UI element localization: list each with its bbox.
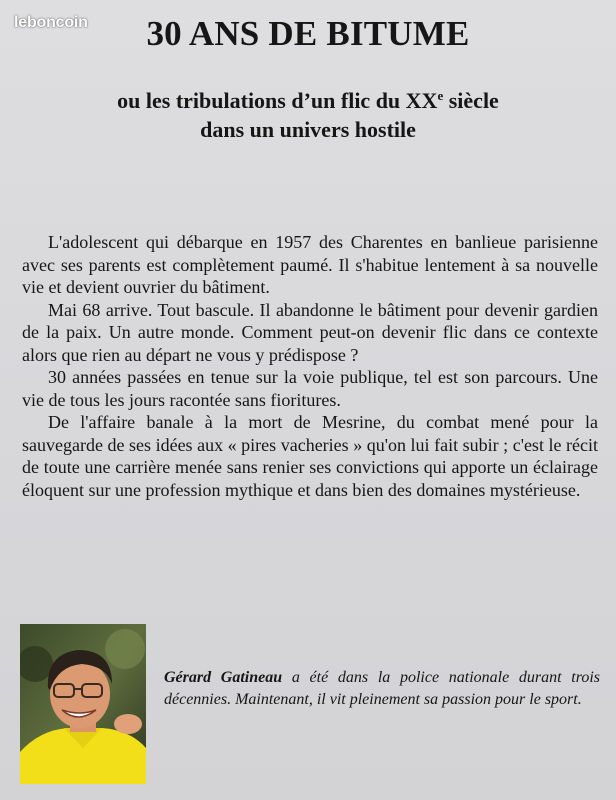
watermark-logo: leboncoin [14, 14, 88, 31]
subtitle-line1-start: ou les tribulations d’un flic du XX [117, 88, 438, 113]
blurb-paragraph: L'adolescent qui débarque en 1957 des Charentes en banlieue parisienne avec ses parents est complètement paumé. Il s'habitue lentement à sa nouvelle vie et devient ouvrier du bâtiment. [22, 232, 598, 297]
blurb [22, 231, 598, 501]
author-bio-text: a été dans la police nationale durant trois décennies. Maintenant, il vit pleinement sa passion pour le sport. [164, 669, 600, 708]
subtitle-superscript: e [437, 88, 444, 103]
blurb-paragraph: De l'affaire banale à la mort de Mesrine, du combat mené pour la sauvegarde de ses idées aux « pires vacheries » qu'on lui fait subir ; c'est le récit de toute une carrière menée sans renier ses convictions qui apporte un éclairage éloquent sur une profession mythique et dans bien des domaines mystérieuse. [22, 412, 598, 500]
book-title: 30 ANS DE BITUME [146, 14, 470, 53]
subtitle-line1-end: siècle [443, 88, 499, 113]
author-portrait-illustration [20, 624, 146, 784]
book-subtitle [0, 86, 616, 144]
author-photo [20, 624, 146, 784]
author-name: Gérard Gatineau [164, 669, 283, 686]
author-bio [164, 667, 600, 711]
blurb-paragraph: Mai 68 arrive. Tout bascule. Il abandonne le bâtiment pour devenir gardien de la paix. Un autre monde. Comment peut-on devenir flic dans ce contexte alors que rien au départ ne vous y prédispose ? [22, 299, 598, 365]
subtitle-line2: dans un univers hostile [200, 117, 416, 142]
blurb-paragraph: 30 années passées en tenue sur la voie publique, tel est son parcours. Une vie de tous les jours racontée sans fioritures. [22, 367, 598, 410]
